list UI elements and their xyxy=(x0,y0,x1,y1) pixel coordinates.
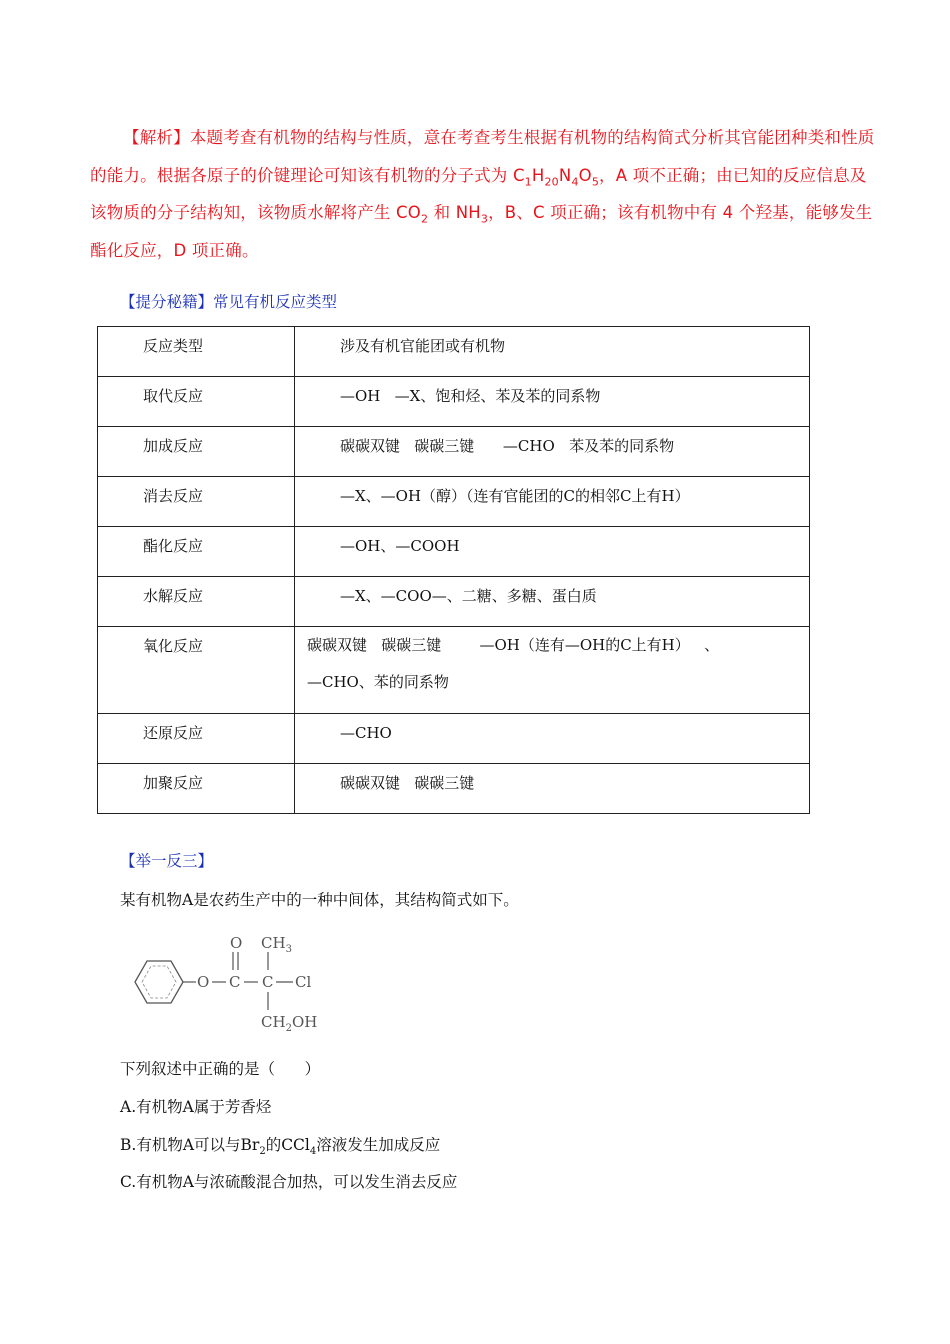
table-row xyxy=(98,577,810,627)
structural-formula xyxy=(130,930,340,1040)
reaction-type: 消去反应 xyxy=(143,487,204,505)
table-cell xyxy=(98,764,295,814)
functional-groups: —CHO xyxy=(340,724,392,742)
functional-groups: —OH —X、饱和烃、苯及苯的同系物 xyxy=(340,387,601,405)
table-cell xyxy=(295,577,810,627)
table-cell xyxy=(98,327,295,377)
table-row xyxy=(98,627,810,714)
analysis-text: 和 NH xyxy=(428,203,481,222)
atom-o-carbonyl: O xyxy=(230,934,243,952)
subscript: 3 xyxy=(480,212,489,226)
table-cell xyxy=(295,477,810,527)
table-cell xyxy=(98,377,295,427)
table-cell xyxy=(98,627,295,714)
analysis-text: N xyxy=(558,165,572,185)
atom-ch3 xyxy=(261,934,292,955)
option-b-text: B.有机物A可以与Br xyxy=(120,1136,260,1154)
subscript: 2 xyxy=(420,212,429,226)
header-type: 反应类型 xyxy=(143,337,204,355)
option-a: A.有机物A属于芳香烃 xyxy=(120,1098,272,1116)
table-cell xyxy=(98,577,295,627)
functional-groups: 碳碳双键 碳碳三键 —CHO 苯及苯的同系物 xyxy=(340,437,675,455)
analysis-text: ，B、C 项正确；该有机物中有 4 个羟基，能够发生酯化反应，D 项正确。 xyxy=(90,203,873,260)
atom-o-ester: O xyxy=(197,973,210,991)
table-cell xyxy=(295,714,810,764)
table-cell xyxy=(98,527,295,577)
atom-ch2oh xyxy=(261,1013,317,1034)
atom-c-carbonyl: C xyxy=(229,973,241,991)
tips-section-title: 【提分秘籍】常见有机反应类型 xyxy=(120,293,338,311)
functional-groups: —X、—COO—、二糖、多糖、蛋白质 xyxy=(340,587,597,605)
reaction-type: 取代反应 xyxy=(143,387,204,405)
reaction-type: 水解反应 xyxy=(143,587,204,605)
analysis-text: O xyxy=(578,165,592,185)
atom-c-quaternary: C xyxy=(262,973,274,991)
subscript: 4 xyxy=(309,1146,317,1158)
ch2-subscript: 2 xyxy=(285,1023,292,1034)
question-prompt: 下列叙述中正确的是（ ） xyxy=(120,1060,321,1078)
table-row xyxy=(98,764,810,814)
ch2-text: CH xyxy=(261,1013,286,1031)
analysis-text: ，A 项不正确；由已知的反应信息及该物质的分子结构知，该物质水解将产生 CO xyxy=(90,165,867,222)
subscript: 20 xyxy=(544,174,559,188)
table-cell xyxy=(98,714,295,764)
ch3-subscript: 3 xyxy=(285,944,292,955)
table-cell xyxy=(295,427,810,477)
functional-groups: —OH、—COOH xyxy=(340,537,460,555)
reaction-type: 还原反应 xyxy=(143,724,204,742)
table-row xyxy=(98,427,810,477)
reaction-type: 加成反应 xyxy=(143,437,204,455)
subscript: 4 xyxy=(571,174,579,188)
reaction-type: 氧化反应 xyxy=(143,637,204,655)
functional-groups: —X、—OH（醇）（连有官能团的C的相邻C上有H） xyxy=(340,487,690,505)
table-row xyxy=(98,377,810,427)
reaction-type: 酯化反应 xyxy=(143,537,204,555)
subscript: 5 xyxy=(591,174,600,188)
table-cell xyxy=(295,764,810,814)
subscript: 1 xyxy=(524,174,532,188)
option-b-text: 溶液发生加成反应 xyxy=(316,1136,441,1154)
option-c: C.有机物A与浓硫酸混合加热，可以发生消去反应 xyxy=(120,1173,458,1191)
question-stem: 某有机物A是农药生产中的一种中间体，其结构简式如下。 xyxy=(120,891,519,909)
table-row xyxy=(98,477,810,527)
header-groups: 涉及有机官能团或有机物 xyxy=(340,337,506,355)
example-section-title: 【举一反三】 xyxy=(120,852,214,870)
analysis-text: 本题考查有机物的结构与性质，意在考查考生根据有机物的结构简式分析其官能团种类和性质的能力。根据各原子的价键理论可知该有机物的分子式为 C xyxy=(90,128,875,185)
table-cell xyxy=(295,327,810,377)
analysis-paragraph xyxy=(90,119,880,269)
table-header-row xyxy=(98,327,810,377)
table-cell xyxy=(98,477,295,527)
oh-text: OH xyxy=(291,1013,318,1031)
functional-groups-line1: 碳碳双键 碳碳三键 —OH（连有—OH的C上有H） 、 xyxy=(307,636,720,654)
table-row xyxy=(98,714,810,764)
functional-groups-line2: —CHO、苯的同系物 xyxy=(307,673,449,691)
subscript: 2 xyxy=(259,1146,266,1158)
table-cell xyxy=(98,427,295,477)
benzene-inner-ring xyxy=(142,966,176,998)
table-cell xyxy=(295,627,810,714)
ch3-text: CH xyxy=(261,934,286,952)
reaction-types-table xyxy=(97,326,810,814)
functional-groups: 碳碳双键 碳碳三键 xyxy=(340,774,475,792)
table-cell xyxy=(295,527,810,577)
analysis-text: H xyxy=(531,165,545,185)
option-b-text: 的CCl xyxy=(265,1136,310,1154)
table-cell xyxy=(295,377,810,427)
atom-cl: Cl xyxy=(295,973,312,991)
analysis-label: 【解析】 xyxy=(123,128,190,147)
option-b xyxy=(120,1133,440,1157)
reaction-type: 加聚反应 xyxy=(143,774,204,792)
table-row xyxy=(98,527,810,577)
